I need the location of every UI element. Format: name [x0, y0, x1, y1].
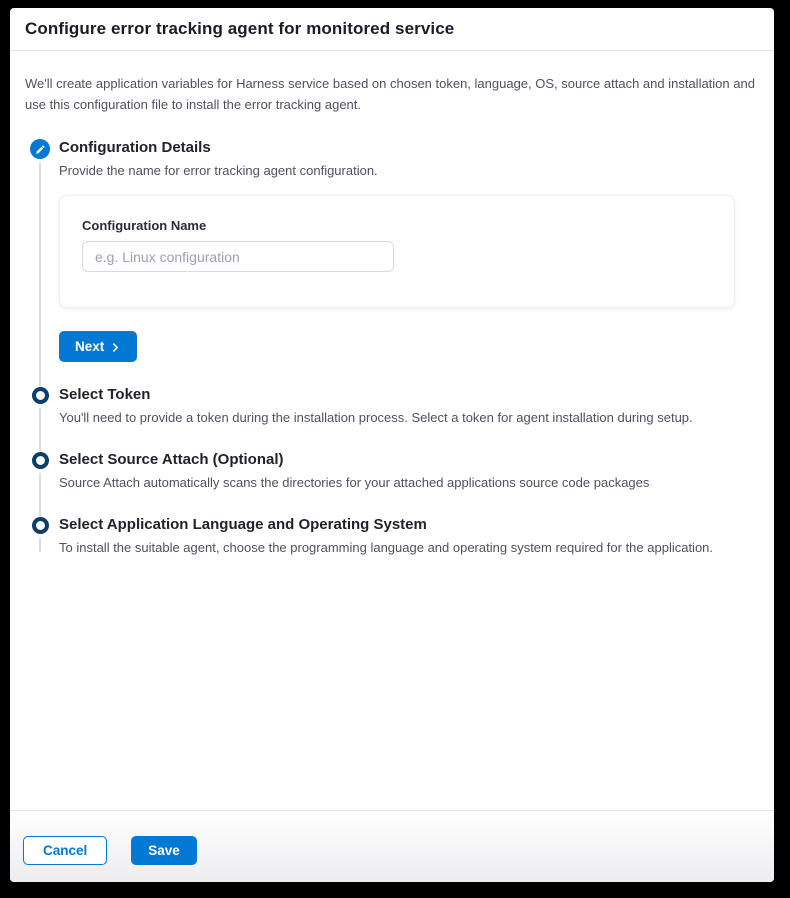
- dialog-header: [10, 8, 774, 51]
- circle-ring-icon: [32, 387, 49, 404]
- step-connector-line: [39, 538, 41, 552]
- next-button-label: Next: [75, 339, 105, 354]
- step-indicator-column: [31, 386, 49, 451]
- circle-ring-icon: [32, 452, 49, 469]
- step-title-select-token[interactable]: Select Token: [59, 386, 151, 403]
- circle-ring-icon: [32, 517, 49, 534]
- step-select-source-attach: [25, 451, 759, 516]
- step-configuration-details: [25, 139, 759, 386]
- step-desc-select-token: You'll need to provide a token during the installation process. Select a token for agent installation during setup.: [59, 410, 693, 425]
- step-select-language-os: [25, 516, 759, 581]
- configuration-name-card: [59, 195, 735, 308]
- step-title-select-language-os[interactable]: Select Application Language and Operating System: [59, 516, 427, 533]
- next-button[interactable]: [59, 331, 137, 362]
- step-connector-line: [39, 473, 41, 516]
- step-desc-select-language-os: To install the suitable agent, choose the programming language and operating system required for the application.: [59, 540, 714, 555]
- step-title-select-source-attach[interactable]: Select Source Attach (Optional): [59, 451, 284, 468]
- configure-agent-dialog: [10, 8, 774, 882]
- step-title-configuration-details[interactable]: Configuration Details: [59, 139, 211, 156]
- dialog-footer: [10, 810, 774, 882]
- chevron-right-icon: [110, 342, 121, 353]
- step-indicator-column: [31, 516, 49, 581]
- intro-text: We'll create application variables for Harness service based on chosen token, language, OS, source attach and installation and use this configuration file to install the error tracking agent.: [25, 76, 755, 112]
- step-connector-line: [39, 408, 41, 451]
- cancel-button[interactable]: [23, 836, 107, 865]
- dialog-body: [10, 51, 774, 810]
- save-button[interactable]: [131, 836, 197, 865]
- cancel-button-label: Cancel: [43, 843, 88, 858]
- page-title: Configure error tracking agent for monitored service: [25, 19, 455, 38]
- step-desc-select-source-attach: Source Attach automatically scans the directories for your attached applications source code packages: [59, 475, 650, 490]
- configuration-name-label: Configuration Name: [82, 218, 207, 233]
- step-desc-configuration-details: Provide the name for error tracking agent configuration.: [59, 163, 378, 178]
- step-connector-line: [39, 163, 41, 386]
- pencil-icon: [30, 139, 50, 159]
- step-indicator-column: [31, 451, 49, 516]
- save-button-label: Save: [148, 843, 180, 858]
- step-select-token: [25, 386, 759, 451]
- step-indicator-column: [31, 139, 49, 386]
- configuration-name-input[interactable]: [82, 241, 394, 272]
